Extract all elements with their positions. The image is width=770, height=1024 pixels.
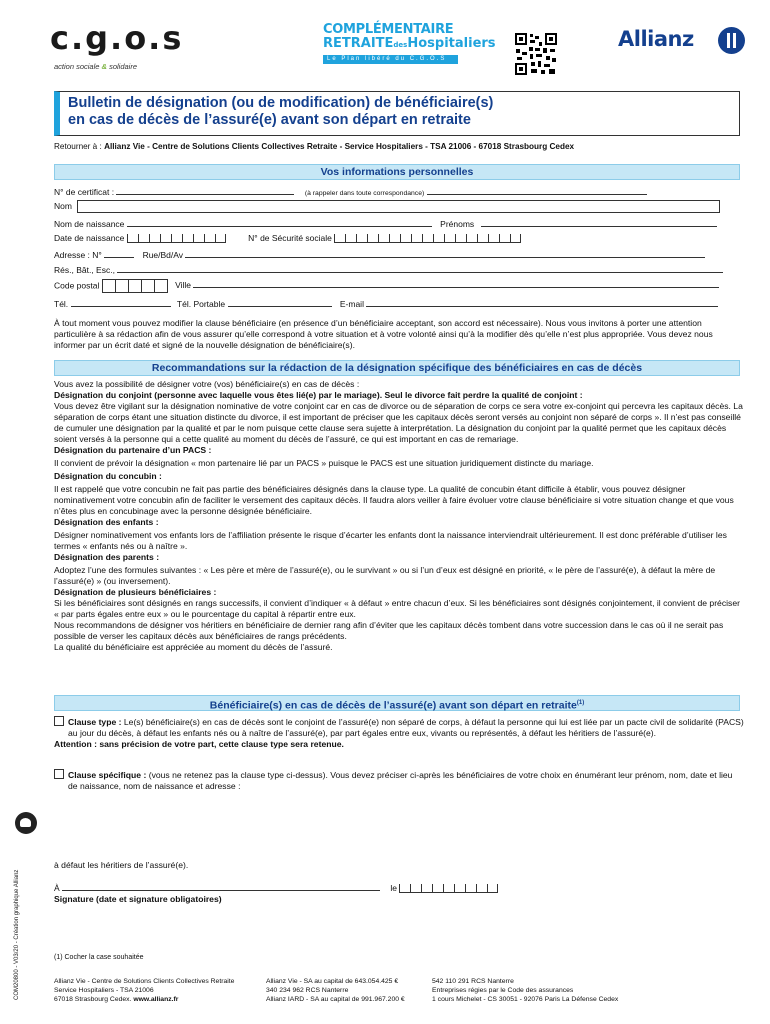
telephone-row: Tél. Tél. Portable E-mail xyxy=(54,298,740,310)
footer-address: Allianz Vie - Centre de Solutions Clients Collectives Retraite Service Hospitaliers - TSA 21006 67018 Strasbourg Cedex. www.allianz.fr xyxy=(54,978,235,1003)
email-field[interactable] xyxy=(366,298,718,307)
cgos-wordmark: c.g.o.s xyxy=(50,19,184,57)
nom-naissance-field[interactable] xyxy=(127,218,432,227)
nom-field[interactable] xyxy=(77,200,720,213)
ville-field[interactable] xyxy=(193,279,719,288)
signature-label: Signature (date et signature obligatoires) xyxy=(54,894,222,904)
return-address: Retourner à : Allianz Vie - Centre de Solutions Clients Collectives Retraite - Service Hospitaliers - TSA 21006 - 67018 Strasbourg Cedex xyxy=(54,142,575,151)
clause-specifique-text-area[interactable] xyxy=(54,800,744,854)
allianz-logo: Allianz xyxy=(618,26,748,56)
allianz-website-link[interactable]: www.allianz.fr xyxy=(133,995,179,1003)
date-naissance-field[interactable] xyxy=(127,234,226,243)
certificat-row: N° de certificat : (à rappeler dans toute correspondance) xyxy=(54,186,740,198)
complementaire-retraite-logo: COMPLÉMENTAIRE RETRAITEdesHospitaliers Le Plan libéré du C.G.O.S xyxy=(323,22,463,72)
clause-type-checkbox[interactable] xyxy=(54,716,64,726)
tel-field[interactable] xyxy=(71,298,171,307)
residence-field[interactable] xyxy=(117,264,723,273)
place-field[interactable] xyxy=(62,882,380,891)
recycle-icon xyxy=(15,812,37,834)
allianz-eagle-icon xyxy=(718,27,745,54)
footer-legal-1: Allianz Vie - SA au capital de 643.054.425 € 340 234 962 RCS Nanterre Allianz IARD - SA au capital de 991.967.200 € xyxy=(266,978,405,1003)
clause-specifique-block: Clause spécifique : (vous ne retenez pas la clause type ci-dessus). Vous devez préciser ci-après les bénéficiaires de votre choix en énumérant leur prénom, nom, date et lieu de naissance, nom de naissance et adresse : xyxy=(54,769,744,792)
date-secu-row: Date de naissance N° de Sécurité sociale xyxy=(54,233,740,244)
section-beneficiaries-header: Bénéficiaire(s) en cas de décès de l’assuré(e) avant son départ en retraite$^{(1)}$ xyxy=(54,695,740,711)
cgos-tagline: action sociale & solidaire xyxy=(54,62,137,71)
code-postal-row: Code postal Ville xyxy=(54,279,740,295)
page-header xyxy=(48,20,748,78)
clause-type-block: Clause type : Le(s) bénéficiaire(s) en cas de décès sont le conjoint de l’assuré(e) non séparé de corps, à défaut la personne qui lui est liée par un pacte civil de solidarité (PACS) au jour du décès, à défaut les enfants nés ou à naître de l’assuré(e), par part égales entre eux, vivants ou représentés, à défaut les héritiers de l’assuré(e). Attention : sans précision de votre part, cette clause type sera retenue. xyxy=(54,717,744,749)
default-heirs-text: à défaut les héritiers de l’assuré(e). xyxy=(54,860,189,870)
adresse-numero-field[interactable] xyxy=(104,249,134,258)
prenoms-field[interactable] xyxy=(481,218,717,227)
nom-naissance-row: Nom de naissance Prénoms xyxy=(54,218,740,230)
date-field[interactable] xyxy=(399,884,498,893)
modification-note: À tout moment vous pouvez modifier la clause bénéficiaire (en présence d’un bénéficiaire acceptant, son accord est nécessaire). Nous vous invitons à porter une attention particulière à sa rédaction afin de vous assurer qu’elle correspond à votre situation et à votre volonté ainsi qu’à la modifier dès qu’elle n’est plus appropriée. Vous devez nous informer par un écrit daté et signé de la nouvelle désignation de bénéficiaire(s). xyxy=(54,318,713,350)
code-postal-field[interactable] xyxy=(102,279,167,293)
footnote: (1) Cocher la case souhaitée xyxy=(54,954,144,961)
recommendations-body: Vous avez la possibilité de désigner votre (vos) bénéficiaire(s) en cas de décès : Désignation du conjoint (personne avec laquelle vous êtes lié(e) par le mariage). Seul le divorce fait perdre la qualité de conjoint : Vous devez être vigilant sur la désignation nominative de votre conjoint car en cas de divorce ou de séparation de corps ce sera votre ex-conjoint qui percevra les capitaux décès. La séparation de corps étant une situation distincte du divorce, il est important de préciser que les capitaux décès seront versés au conjoint non séparé de corps ». Il n’est pas conseillé de cumuler une désignation par la qualité et par le nom puisque cette clause sera sujette à interprétation. La désignation du conjoint par la qualité permet que les capitaux décès soient versés à la personne qui a cette qualité au moment du décès de l’assuré, ce qui est important en cas de remariage. Désignation du partenaire d’un PACS : Il convient de prévoir la désignation « mon partenaire lié par un PACS » puisque le PACS est une situation juridiquement distincte du mariage. Désignation du concubin : Il est rappelé que votre concubin ne fait pas partie des bénéficiaires désignés dans la clause type. La qualité de concubin étant difficile à établir, vous pouvez désigner nominativement votre concubin afin de faciliter le versement des capitaux décès. Il faudra alors veiller à faire évoluer votre clause bénéficiaire si votre situation change et que vous n’êtes plus en concubinage avec la personne désignée bénéficiaire. Désignation des enfants : Désigner nominativement vos enfants lors de l’affiliation présente le risque d’écarter les enfants dont la naissance interviendrait ultérieurement. Il est donc préférable d’utiliser les termes « enfants nés ou à naître ». Désignation des parents : Adoptez l’une des formules suivantes : « Les père et mère de l’assuré(e), ou le survivant » ou si l’un d’eux est désigné en priorité, « le père de l’assuré(e), à défaut la mère de l’assuré(e) » (ou inversement). Désignation de plusieurs bénéficiaires : Si les bénéficiaires sont désignés en rangs successifs, il convient d’indiquer « à défaut » entre chacun d’eux. Si les bénéficiaires sont désignés conjointement, il convient de préciser « par parts égales entre eux » ou le pourcentage du capital à répartir entre eux. Nous recommandons de désigner vos héritiers en bénéficiaire de dernier rang afin d’éviter que les capitaux décès tombent dans votre succession dans le cas où il ne serait pas possible de verser les capitaux décès aux bénéficiaires de rangs précédents. La qualité du bénéficiaire est appréciée au moment du décès de l’assuré. xyxy=(54,379,743,652)
clause-specifique-checkbox[interactable] xyxy=(54,769,64,779)
section-personal-info-header: Vos informations personnelles xyxy=(54,164,740,180)
residence-row: Rés., Bât., Esc., xyxy=(54,264,740,276)
cgos-logo xyxy=(48,19,184,76)
secu-field[interactable] xyxy=(334,234,521,243)
section-recommendations-header: Recommandations sur la rédaction de la désignation spécifique des bénéficiaires en cas de décès xyxy=(54,360,740,376)
place-date-row: À le xyxy=(54,882,740,894)
page-title: Bulletin de désignation (ou de modification) de bénéficiaire(s) en cas de décès de l’assuré(e) avant son départ en retraite xyxy=(54,91,740,136)
qr-code-icon xyxy=(514,32,558,76)
adresse-rue-field[interactable] xyxy=(185,249,705,258)
certificat-field[interactable] xyxy=(116,186,294,195)
nom-row: Nom xyxy=(54,200,740,213)
footer-legal-2: 542 110 291 RCS Nanterre Entreprises régies par le Code des assurances 1 cours Michelet - CS 30051 - 92076 Paris La Défense Cedex xyxy=(432,978,619,1003)
document-reference: COM20800 - V03/20 - Création graphique Allianz xyxy=(14,869,20,1000)
tel-portable-field[interactable] xyxy=(228,298,332,307)
adresse-row: Adresse : N° Rue/Bd/Av xyxy=(54,249,740,261)
